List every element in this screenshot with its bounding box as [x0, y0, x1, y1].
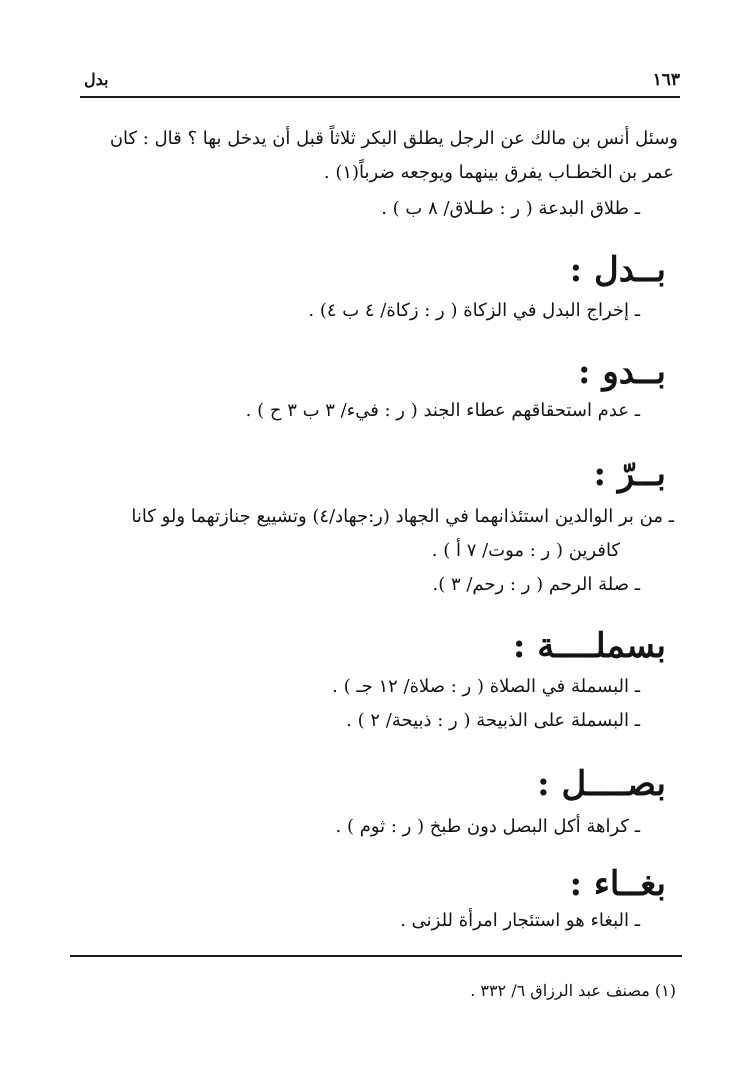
entry-item-basmala-1: ـ البسملة في الصلاة ( ر : صلاة/ ١٢ جـ ) .: [332, 676, 640, 697]
header-rule: [80, 96, 680, 98]
entry-item-bigha-1: ـ البغاء هو استئجار امرأة للزنى .: [400, 910, 640, 931]
intro-bullet: ـ طلاق البدعة ( ر : طـلاق/ ٨ ب ) .: [381, 198, 640, 219]
intro-line-1: وسئل أنس بن مالك عن الرجل يطلق البكر ثلاثاً قبل أن يدخل بها ؟ قال : كان: [109, 128, 678, 149]
running-head: بدل: [84, 70, 109, 89]
intro-line-2: عمر بن الخطـاب يفرق بينهما ويوجعه ضرباً(١) .: [323, 162, 674, 183]
page-header: [80, 68, 680, 94]
entry-item-birr-1-line-2: كافرين ( ر : موت/ ٧ أ ) .: [431, 540, 620, 561]
entry-heading-basal: بصــــل :: [537, 764, 666, 804]
entry-heading-badal: بــدل :: [569, 250, 666, 290]
entry-item-birr-2: ـ صلة الرحم ( ر : رحم/ ٣ ).: [432, 574, 640, 595]
entry-item-badal-1: ـ إخراج البدل في الزكاة ( ر : زكاة/ ٤ ب ٤) .: [308, 300, 640, 321]
entry-item-badw-1: ـ عدم استحقاقهم عطاء الجند ( ر : فيء/ ٣ ب ٣ ح ) .: [245, 400, 640, 421]
footnote: (١) مصنف عبد الرزاق ٦/ ٣٣٢ .: [470, 981, 676, 1000]
entry-item-basmala-2: ـ البسملة على الذبيحة ( ر : ذبيحة/ ٢ ) .: [346, 710, 640, 731]
entry-heading-badw: بــدو :: [577, 352, 666, 392]
entry-item-basal-1: ـ كراهة أكل البصل دون طبخ ( ر : ثوم ) .: [335, 816, 640, 837]
footnote-rule: [70, 955, 682, 957]
page-number: ١٦٣: [652, 70, 680, 90]
entry-item-birr-1-line-1: ـ من بر الوالدين استئذانهما في الجهاد (ر:جهاد/٤) وتشييع جنازتهما ولو كانا: [131, 506, 674, 527]
entry-heading-basmala: بسملــــة :: [512, 626, 666, 666]
entry-heading-birr: بــرّ :: [593, 454, 666, 494]
entry-heading-bigha: بغــاء :: [569, 864, 666, 904]
